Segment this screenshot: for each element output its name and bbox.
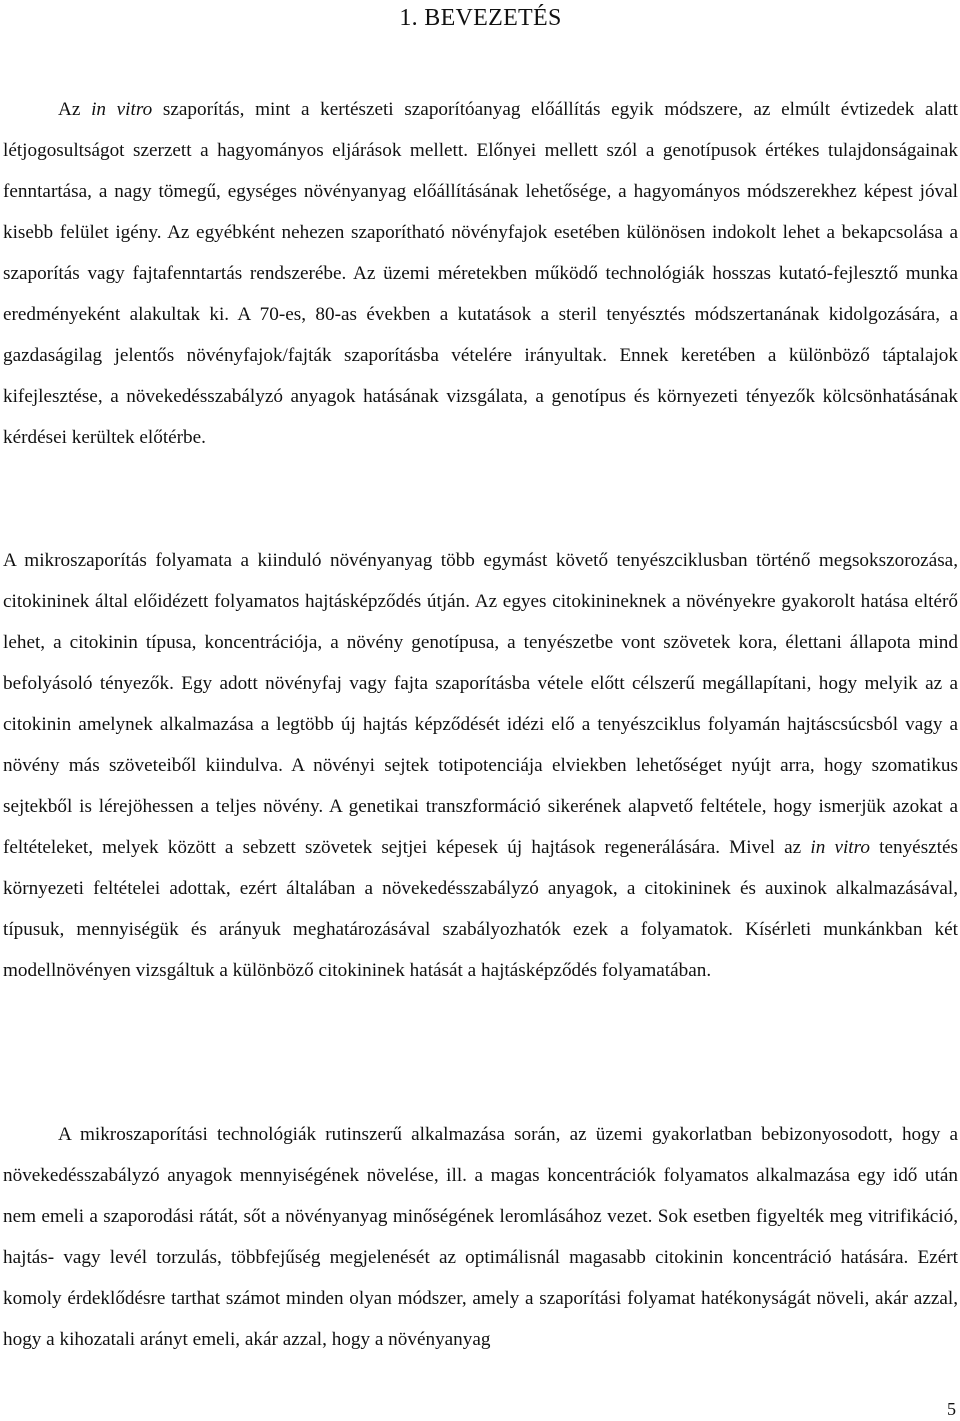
page-number: 5 <box>947 1399 956 1419</box>
paragraph-text: A mikroszaporítás folyamata a kiinduló növényanyag több egymást követő tenyészciklusban történő megsokszorozása, citokininek által előidézett folyamatos hajtásképződés útján. Az egyes citokinineknek a növényekre gyakorolt hatása eltérő lehet, a citokinin típusa, koncentrációja, a növény genotípusa, a tenyészetbe vont szövetek kora, élettani állapota mind befolyásoló tényezők. Egy adott növényfaj vagy fajta szaporításba vétele előtt célszerű megállapítani, hogy melyik az a citokinin amelynek alkalmazása a legtöbb új hajtás képződését idézi elő a tenyészciklus folyamán hajtáscsúcsból vagy a növény más szöveteiből kiindulva. A növényi sejtek totipotenciája elviekben lehetőséget nyújt arra, hogy szomatikus sejtekből is lérejöhessen a teljes növény. A genetikai transzformáció sikerének alapvető feltétele, hogy ismerjük azokat a feltételeket, melyek között a sebzett szövetek sejtjei képesek új hajtások regenerálására. Mivel az <box>3 550 958 858</box>
paragraph-micropropagation <box>3 540 958 991</box>
italic-term: in vitro <box>810 837 870 858</box>
section-heading: 1. BEVEZETÉS <box>399 5 562 31</box>
paragraph-text: szaporítás, mint a kertészeti szaporítóanyag előállítás egyik módszere, az elmúlt évtizedek alatt létjogosultságot szerzett a hagyományos eljárások mellett. Előnyei mellett szól a genotípusok értékes tulajdonságainak fenntartása, a nagy tömegű, egységes növényanyag előállításának lehetősége, a hagyományos módszerekhez képest jóval kisebb felület igény. Az egyébként nehezen szaporítható növényfajok esetében különösen indokolt lehet a bekapcsolása a szaporítás vagy fajtafenntartás rendszerébe. Az üzemi méretekben működő technológiák hosszas kutató-fejlesztő munka eredményeként alakultak ki. A 70-es, 80-as években a kutatások a steril tenyésztés módszertanának kidolgozására, a gazdaságilag jelentős növényfajok/fajták szaporításba vételére irányultak. Ennek keretében a különböző táptalajok kifejlesztése, a növekedésszabályzó anyagok hatásának vizsgálata, a genotípus és környezeti tényezők kölcsönhatásának kérdései kerültek előtérbe. <box>3 99 959 448</box>
paragraph-technology <box>3 1114 958 1360</box>
italic-term: in vitro <box>91 99 153 120</box>
paragraph-text: Az <box>58 99 92 120</box>
paragraph-intro <box>3 89 958 458</box>
paragraph-text: tenyésztés környezeti feltételei adottak, ezért általában a növekedésszabályzó anyagok, a citokininek és auxinok alkalmazásával, típusuk, mennyiségük és arányuk meghatározásával szabályozhatók ezek a folyamatok. Kísérleti munkánkban két modellnövényen vizsgáltuk a különböző citokininek hatását a hajtásképződés folyamatában. <box>3 837 958 981</box>
document-page <box>3 0 958 1421</box>
paragraph-text: A mikroszaporítási technológiák rutinszerű alkalmazása során, az üzemi gyakorlatban bebizonyosodott, hogy a növekedésszabályzó anyagok mennyiségének növelése, ill. a magas koncentrációk folyamatos alkalmazása egy idő után nem emeli a szaporodási rátát, sőt a növényanyag minőségének leromlásához vezet. Sok esetben figyelték meg vitrifikáció, hajtás- vagy levél torzulás, többfejűség megjelenését az optimálisnál magasabb citokinin koncentráció hatására. Ezért komoly érdeklődésre tarthat számot minden olyan módszer, amely a szaporítási folyamat hatékonyságát növeli, akár azzal, hogy a kihozatali arányt emeli, akár azzal, hogy a növényanyag <box>3 1124 958 1350</box>
